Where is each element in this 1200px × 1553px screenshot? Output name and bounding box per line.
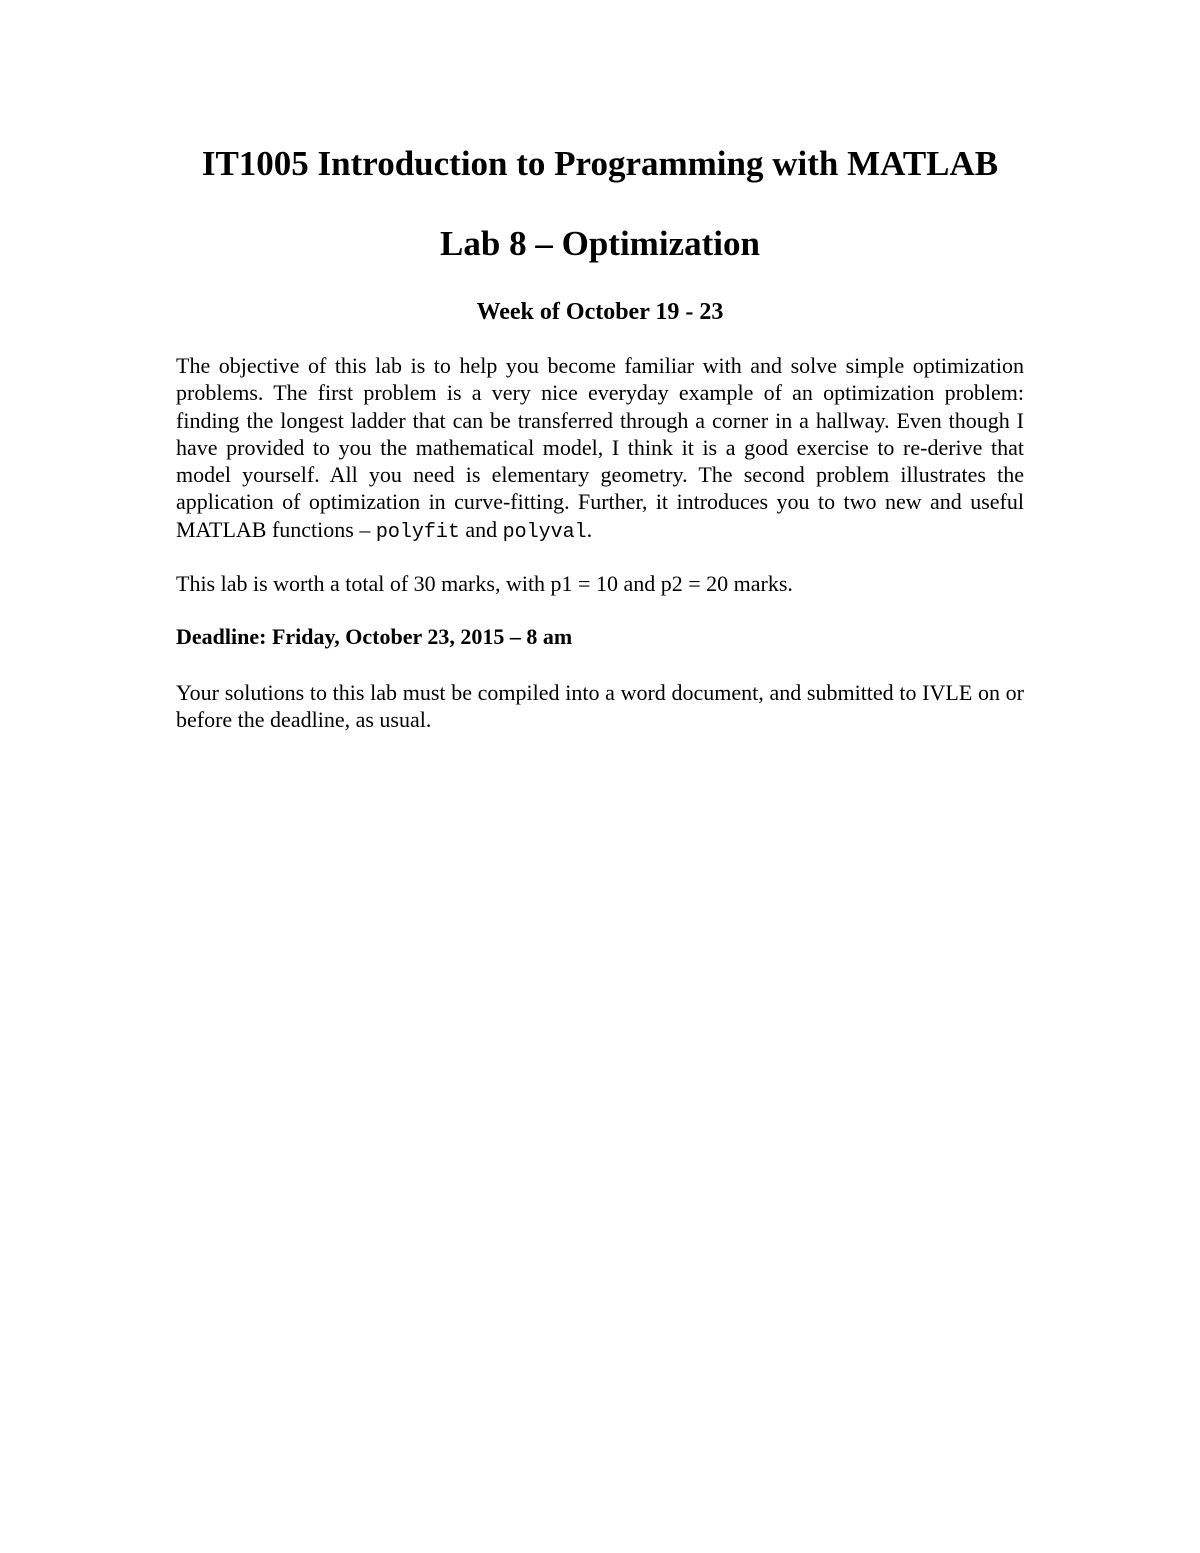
polyfit-function: polyfit	[375, 520, 460, 544]
lab-title: Lab 8 – Optimization	[440, 224, 760, 263]
polyval-function: polyval	[502, 520, 587, 544]
submission-paragraph: Your solutions to this lab must be compiled into a word document, and submitted to IVLE on or before the deadline, as usual.	[176, 679, 1024, 732]
objective-connector: and	[459, 516, 503, 542]
marks-paragraph: This lab is worth a total of 30 marks, with p1 = 10 and p2 = 20 marks.	[176, 571, 793, 597]
objective-end: .	[586, 516, 593, 542]
deadline-line: Deadline: Friday, October 23, 2015 – 8 am	[176, 624, 573, 650]
course-title: IT1005 Introduction to Programming with MATLAB	[201, 144, 999, 183]
objective-paragraph	[176, 352, 1024, 546]
document-body	[176, 140, 1024, 733]
week-heading: Week of October 19 - 23	[476, 299, 724, 325]
objective-text: The objective of this lab is to help you become familiar with and solve simple optimization problems. The first problem is a very nice everyday example of an optimization problem: finding the longest ladder that can be transferred through a corner in a hallway. Even though I have provided to you the mathematical model, I think it is a good exercise to re-derive that model yourself. All you need is elementary geometry. The second problem illustrates the application of optimization in curve-fitting. Further, it introduces you to two new and useful MATLAB functions –	[176, 353, 1024, 542]
